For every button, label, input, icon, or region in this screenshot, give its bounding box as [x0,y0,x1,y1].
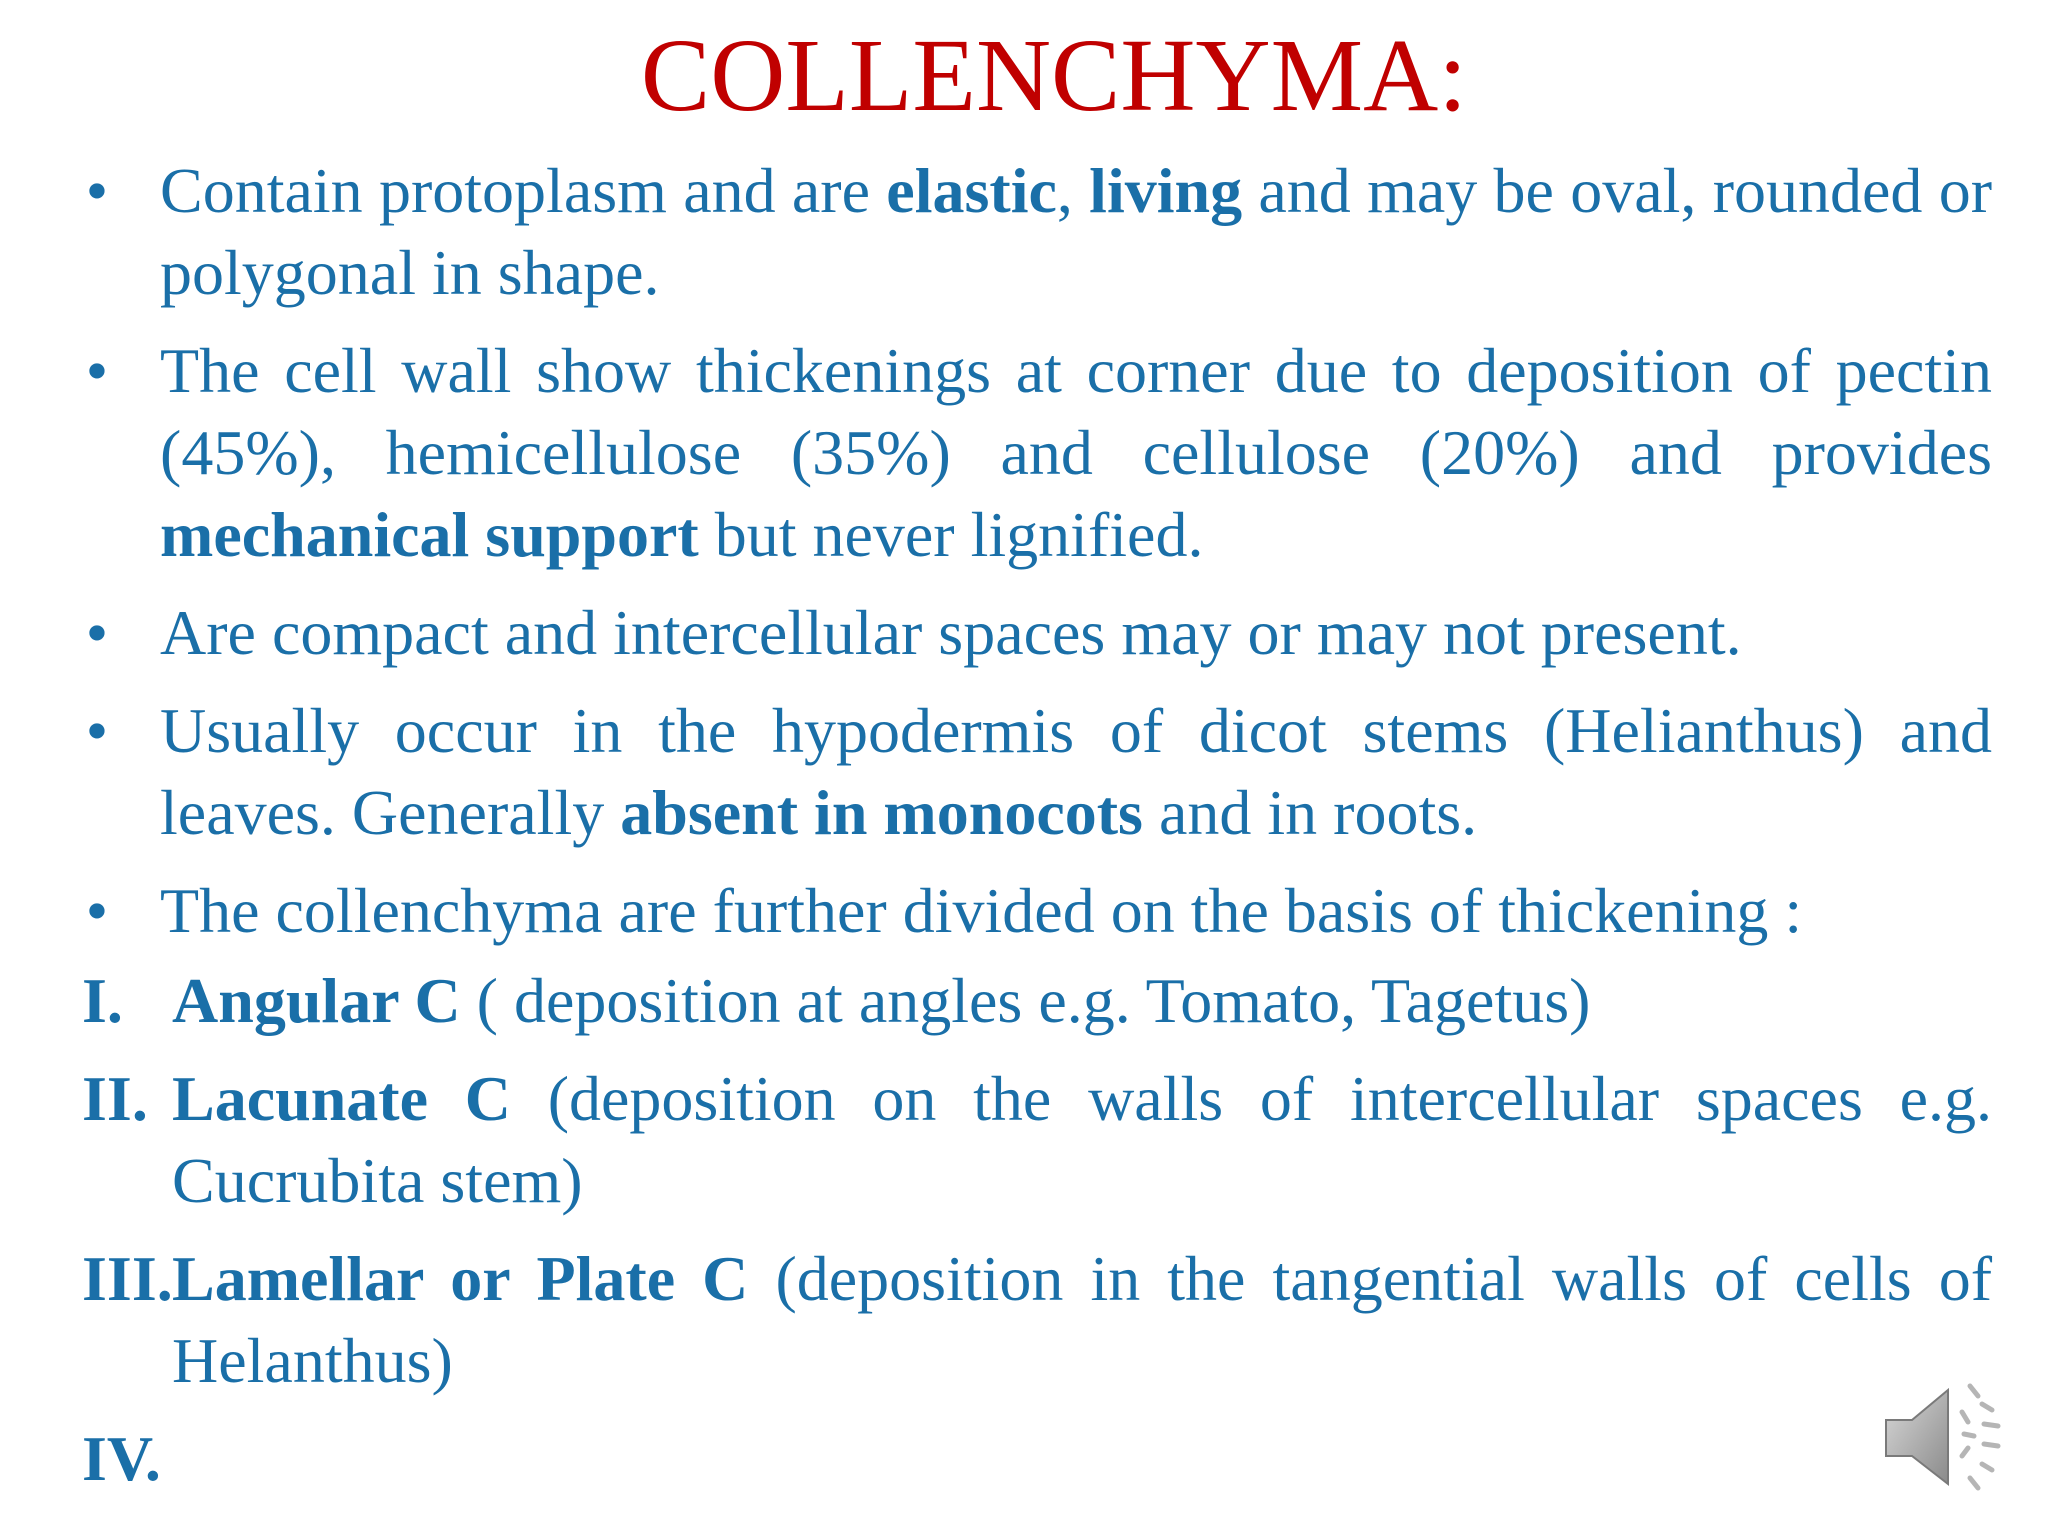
text-segment: (deposition in the tangential walls of cells of Helanthus) [172,1243,1993,1396]
text-segment: The cell wall show thickenings at corner due to deposition of pectin (45%), hemicellulose (35%) and cellulose (20%) and provides [160,335,1992,488]
bullet-icon: • [85,335,109,406]
bullet-item [82,592,1992,674]
numbered-item [82,1238,1992,1402]
bold-text: Lacunate C [172,1063,511,1134]
text-segment: and may be oval, rounded or polygonal in shape. [160,155,1992,308]
bullet-icon: • [85,155,109,226]
bullet-item [82,330,1992,576]
text-segment: but never lignified. [698,499,1204,570]
numbered-item [82,960,1992,1042]
bullet-item [82,690,1992,854]
bullet-list [82,150,1992,968]
numbered-label: III. [82,1243,173,1314]
bold-text: mechanical support [160,499,699,570]
slide-title: COLLENCHYMA: [640,18,1468,133]
speaker-icon[interactable] [1878,1372,2018,1502]
bullet-item [82,870,1992,952]
text-segment: and in roots. [1142,777,1478,848]
numbered-list [82,960,1992,1516]
text-segment: Contain protoplasm and are [160,155,887,226]
bullet-item [82,150,1992,314]
text-segment: The collenchyma are further divided on the basis of thickening : [160,875,1803,946]
bold-text: absent in monocots [620,777,1143,848]
text-segment: , [1056,155,1090,226]
numbered-label: I. [82,965,123,1036]
numbered-item [82,1058,1992,1222]
text-segment: Usually occur in the hypodermis of dicot stems (Helianthus) and leaves. Generally [160,695,1992,848]
bullet-icon: • [85,695,109,766]
numbered-item [82,1418,1992,1500]
text-segment: (deposition on the walls of intercellular spaces e.g. Cucrubita stem) [172,1063,1993,1216]
bullet-icon: • [85,597,109,668]
bold-text: elastic [886,155,1057,226]
bold-text: living [1089,155,1243,226]
numbered-label: IV. [82,1423,161,1494]
bullet-icon: • [85,875,109,946]
bold-text: Lamellar or Plate C [172,1243,749,1314]
text-segment: ( deposition at angles e.g. Tomato, Tagetus) [460,965,1591,1036]
bold-text: Angular C [172,965,461,1036]
text-segment: Are compact and intercellular spaces may or may not present. [160,597,1742,668]
numbered-label: II. [82,1063,148,1134]
